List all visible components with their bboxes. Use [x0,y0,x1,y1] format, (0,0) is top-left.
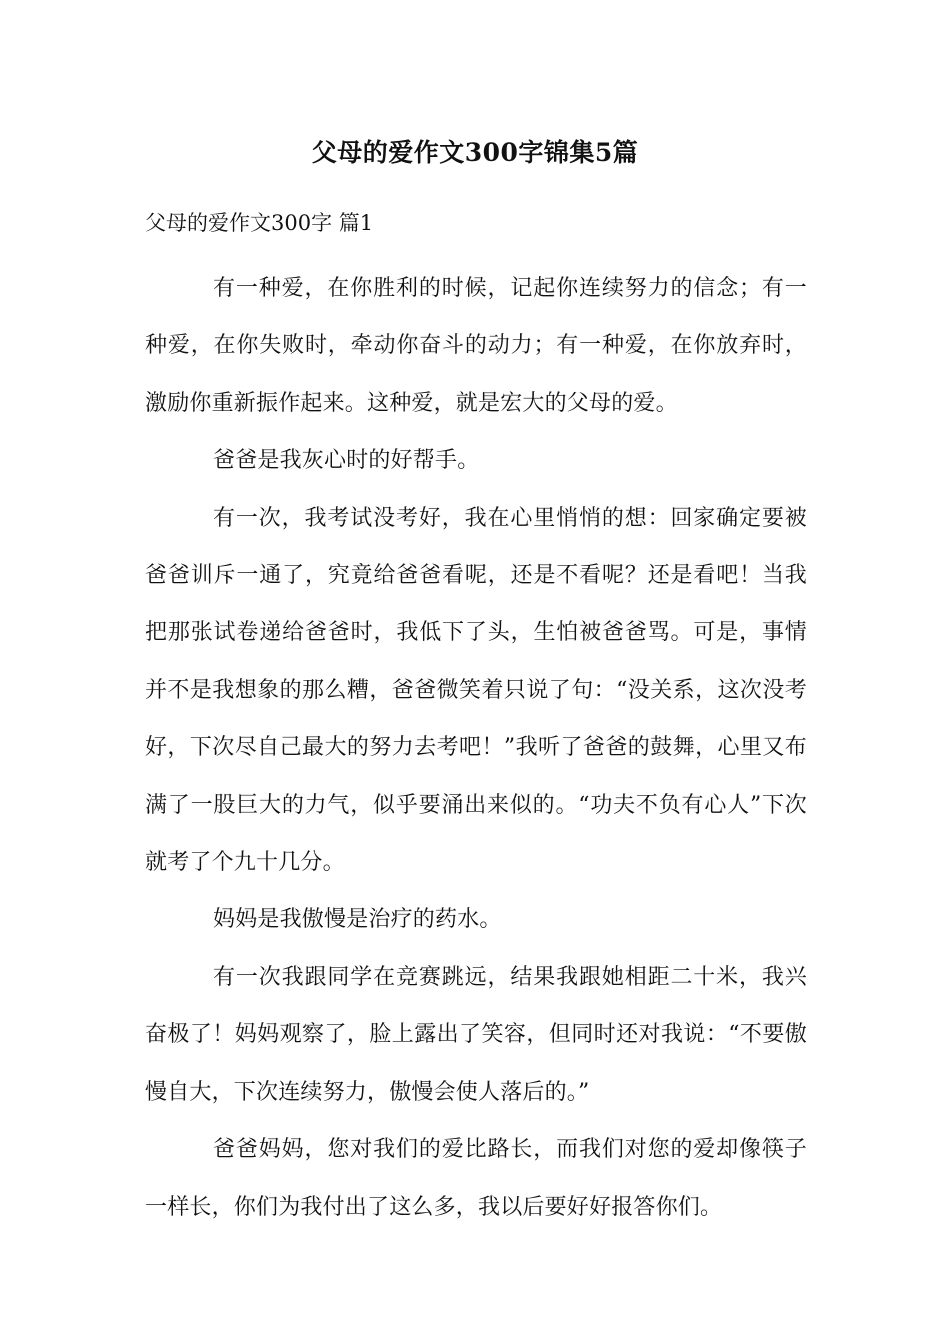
document-body [145,260,807,1236]
paragraph: 妈妈是我傲慢是治疗的药水。 [213,907,502,933]
paragraph: 有一次，我考试没考好，我在心里悄悄的想：回家确定要被爸爸训斥一通了，究竟给爸爸看呢，还是不看呢？还是看吧！当我把那张试卷递给爸爸时，我低下了头，生怕被爸爸骂。可是，事情并不是我想象的那么糟，爸爸微笑着只说了句：“没关系，这次没考好，下次尽自己最大的努力去考吧！”我听了爸爸的鼓舞，心里又布满了一股巨大的力气，似乎要涌出来似的。“功夫不负有心人”下次就考了个九十几分。 [145,505,807,876]
paragraph: 有一种爱，在你胜利的时候，记起你连续努力的信念；有一种爱，在你失败时，牵动你奋斗的动力；有一种爱，在你放弃时，激励你重新振作起来。这种爱，就是宏大的父母的爱。 [145,276,807,416]
paragraph: 爸爸是我灰心时的好帮手。 [213,448,480,474]
section-heading: 父母的爱作文300字 篇1 [145,211,374,235]
paragraph: 有一次我跟同学在竞赛跳远，结果我跟她相距二十米，我兴奋极了！妈妈观察了，脸上露出了笑容，但同时还对我说：“不要傲慢自大，下次连续努力，傲慢会使人落后的。” [145,964,807,1105]
paragraph: 爸爸妈妈，您对我们的爱比路长，而我们对您的爱却像筷子一样长，你们为我付出了这么多，我以后要好好报答你们。 [145,1137,807,1220]
document-title: 父母的爱作文300字锦集5篇 [311,138,639,167]
